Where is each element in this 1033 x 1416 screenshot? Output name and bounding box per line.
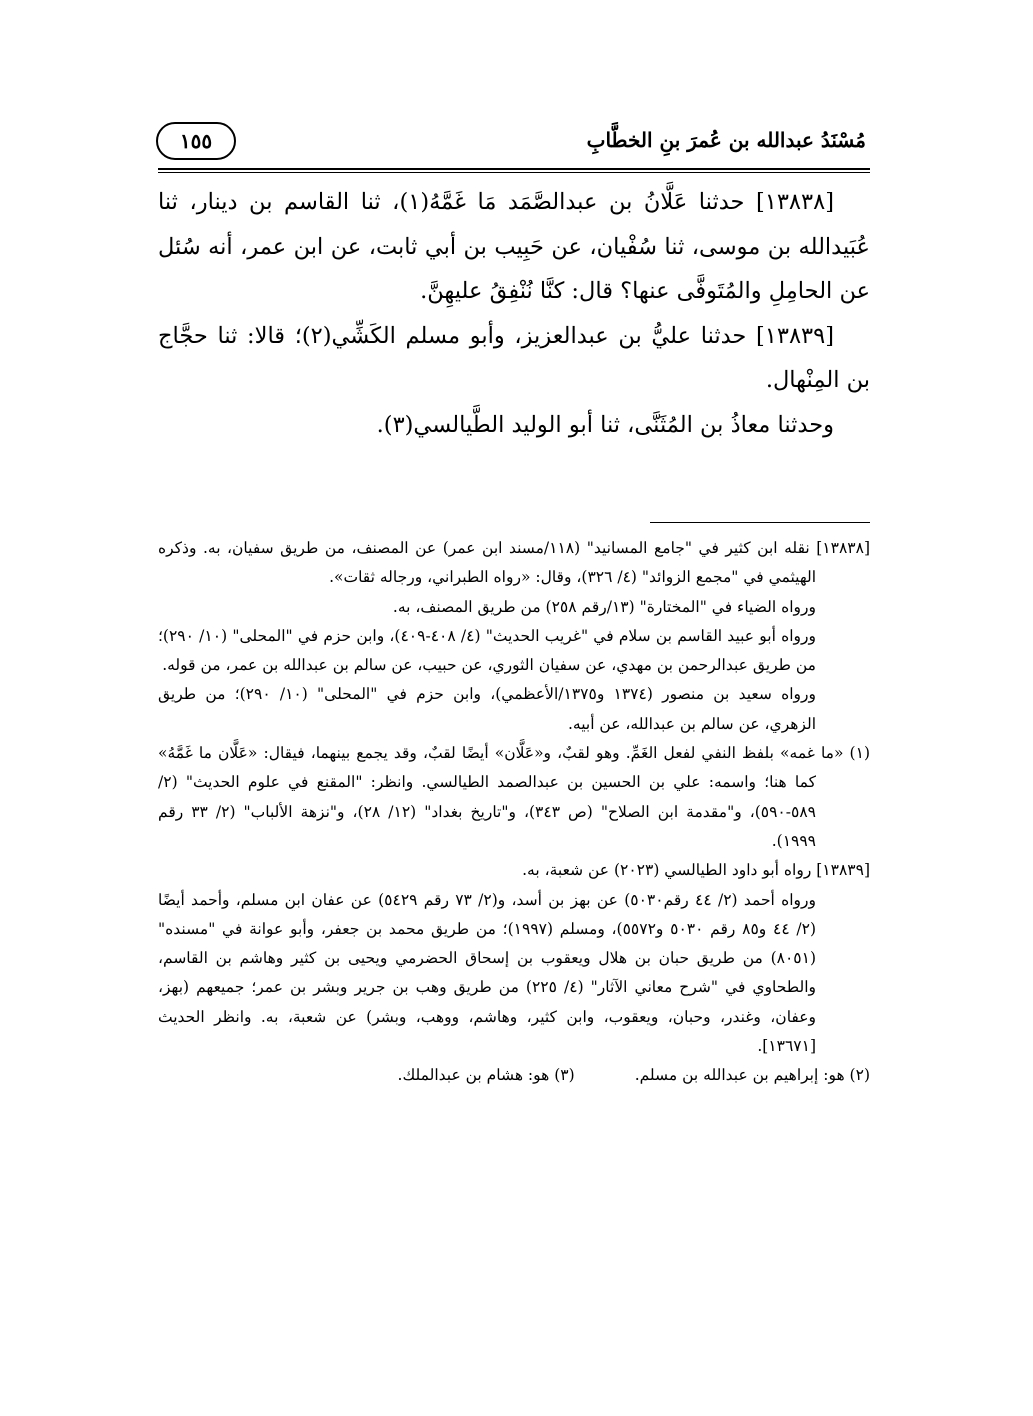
hadith-13839: [١٣٨٣٩] حدثنا عليُّ بن عبدالعزيز، وأبو مسلم الكَشِّي(٢)؛ قالا: ثنا حجَّاج بن المِنْهال. <box>158 322 870 393</box>
note-13838-diya: ورواه الضياء في "المختارة" (١٣/رقم ٢٥٨) من طريق المصنف، به. <box>392 597 816 616</box>
running-title: مُسْنَدُ عبدالله بن عُمرَ بنِ الخطَّابِ <box>586 128 866 152</box>
footnote-3: (٣) هو: هشام بن عبدالملك. <box>397 1066 575 1085</box>
note-13838-said: ورواه سعيد بن منصور (١٣٧٤ و١٣٧٥/الأعظمي)، وابن حزم في "المحلى" (١٠/ ٢٩٠)؛ من طريق الزهري، عن سالم بن عبدالله، عن أبيه. <box>158 685 816 733</box>
note-13839-takhrij: [١٣٨٣٩] رواه أبو داود الطيالسي (٢٠٢٣) عن شعبة، به. <box>522 861 870 880</box>
footnote-2: (٢) هو: إبراهيم بن عبدالله بن مسلم. <box>634 1066 870 1085</box>
note-13838-abu-ubaid: ورواه أبو عبيد القاسم بن سلام في "غريب الحديث" (٤/ ٤٠٨-٤٠٩)، وابن حزم في "المحلى" (١٠/ ٢٩٠)؛ من طريق عبدالرحمن بن مهدي، عن سفيان الثوري، عن حبيب، عن سالم بن عبدالله بن عمر، من قوله. <box>158 626 816 675</box>
note-13838-takhrij: [١٣٨٣٨] نقله ابن كثير في "جامع المسانيد" (١١٨/مسند ابن عمر) عن المصنف، من طريق سفيان، به. وذكره الهيثمي في "مجمع الزوائد" (٤/ ٣٢٦)، وقال: «رواه الطبراني، ورجاله ثقات». <box>158 539 870 587</box>
footnote-rule <box>650 522 870 523</box>
footnote-1: (١) «ما غمه» بلفظ النفي لفعل الغَمِّ. وهو لقبٌ، و«عَلَّان» أيضًا لقبٌ، وقد يجمع بينهما، فيقال: «عَلَّان ما غَمَّهُ» كما هنا؛ واسمه: علي بن الحسين بن عبدالصمد الطيالسي. وانظر: "المقنع في علوم الحديث" (٢/ ٥٨٩-٥٩٠)، و"مقدمة ابن الصلاح" (ص ٣٤٣)، و"تاريخ بغداد" (١٢/ ٢٨)، و"نزهة الألباب" (٢/ ٣٣ رقم ١٩٩٩). <box>158 744 870 850</box>
footnotes-2-3 <box>158 1061 870 1090</box>
footnotes <box>158 534 870 1091</box>
header-rule <box>158 168 870 173</box>
hadith-13838: [١٣٨٣٨] حدثنا عَلَّانُ بن عبدالصَّمَد مَا غَمَّهُ(١)، ثنا القاسم بن دينار، ثنا عُبَيدالله بن موسى، ثنا سُفْيان، عن حَبِيب بن أبي ثابت، عن ابن عمر، أنه سُئل عن الحامِلِ والمُتَوفَّى عنها؟ قال: كنَّا نُنْفِقُ عليهِنَّ. <box>158 189 870 304</box>
hadith-13839-second-chain: وحدثنا معاذُ بن المُثَنَّى، ثنا أبو الوليد الطَّيالسي(٣). <box>376 411 834 438</box>
main-text <box>158 180 870 447</box>
page-number: ١٥٥ <box>156 122 236 160</box>
page-header <box>150 118 870 168</box>
note-13839-ahmad: ورواه أحمد (٢/ ٤٤ رقم٥٠٣٠) عن بهز بن أسد، و(٢/ ٧٣ رقم ٥٤٢٩) عن عفان ابن مسلم، وأحمد أيضًا (٢/ ٤٤ و٨٥ رقم ٥٠٣٠ و٥٥٧٢)، ومسلم (١٩٩٧)؛ من طريق محمد بن جعفر، وأبو عوانة في "مسنده" (٨٠٥١) من طريق حبان بن هلال ويعقوب بن إسحاق الحضرمي ويحيى بن كثير وهاشم بن القاسم، والطحاوي في "شرح معاني الآثار" (٤/ ٢٢٥) من طريق وهب بن جرير وبشر بن عمر؛ جميعهم (بهز، وعفان، وغندر، وحبان، ويعقوب، وابن كثير، وهاشم، ووهب، وبشر) عن شعبة، به. وانظر الحديث [١٣٦٧١]. <box>158 890 816 1056</box>
